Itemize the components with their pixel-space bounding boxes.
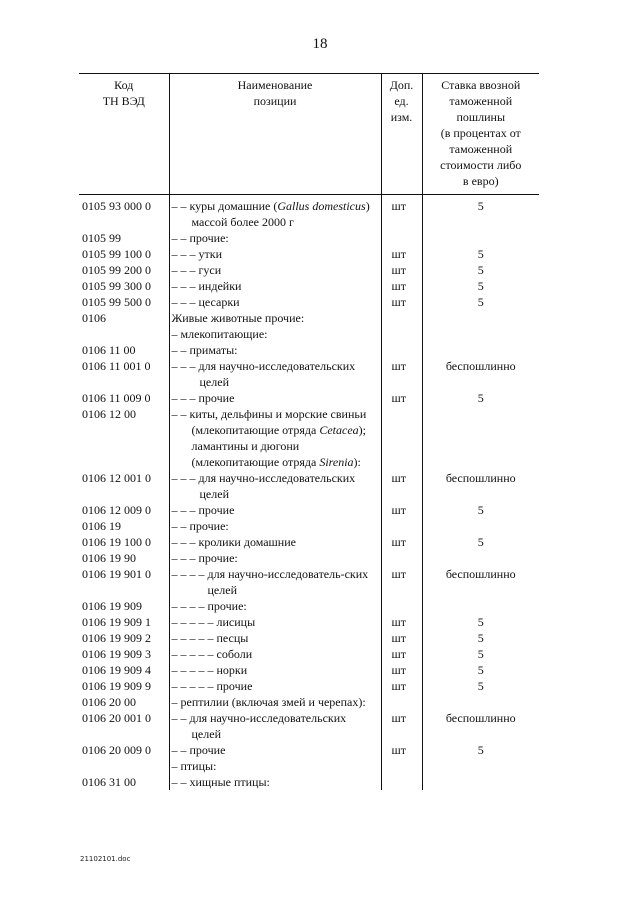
table-row [79,195,539,231]
row-name [169,230,381,246]
table-row [79,694,539,710]
row-rate [422,758,539,774]
row-dashes: – – – [171,263,196,277]
row-rate: 5 [422,630,539,646]
row-dashes: – – [171,711,187,725]
row-rate [422,774,539,790]
row-unit [381,230,422,246]
row-name-text: птицы: [180,759,217,773]
row-name [169,710,381,742]
table-row [79,278,539,294]
row-unit: шт [381,358,422,390]
table-row [79,598,539,614]
table-body [79,195,539,791]
row-code: 0106 12 00 [82,407,136,421]
row-code: 0106 19 909 3 [82,647,151,661]
table-row [79,678,539,694]
row-name [169,502,381,518]
row-dashes: – – – – – [171,631,214,645]
row-name-text: приматы: [189,343,238,357]
row-code: 0106 19 901 0 [82,567,151,581]
row-name [169,598,381,614]
row-dashes: – – [171,407,187,421]
header-rate: Ставка ввозной таможенной пошлины (в процентах от таможенной стоимости либо в евро) [422,74,539,195]
row-code: 0106 19 90 [82,551,136,565]
table-header-row [79,74,539,195]
table-row [79,246,539,262]
row-unit [381,758,422,774]
row-dashes: – – [171,199,187,213]
row-unit [381,598,422,614]
row-unit [381,310,422,326]
row-dashes: – – – [171,295,196,309]
row-rate [422,550,539,566]
row-name-text: прочие [198,391,235,405]
row-name [169,742,381,758]
tariff-table [79,73,539,790]
row-unit [381,342,422,358]
row-rate: 5 [422,262,539,278]
row-name-text: для научно-исследователь-ских целей [207,567,369,597]
row-name [169,550,381,566]
row-dashes: – – – – – [171,647,214,661]
row-code [79,326,169,342]
row-name [169,518,381,534]
row-name-text: киты, дельфины и морские свиньи (млекопитающие отряда Cetacea); ламантины и дюгони (млекопитающие отряда Sirenia): [189,407,367,469]
row-rate [422,230,539,246]
row-rate [422,310,539,326]
row-name-text: утки [198,247,222,261]
row-name [169,630,381,646]
row-name [169,694,381,710]
table-row [79,262,539,278]
row-unit: шт [381,470,422,502]
table-row [79,294,539,310]
row-name [169,646,381,662]
row-rate: беспошлинно [422,710,539,742]
row-name [169,195,381,231]
row-dashes: – – [171,231,187,245]
row-dashes: – – – [171,535,196,549]
row-rate [422,518,539,534]
row-name-text: прочие [198,503,235,517]
table-row [79,630,539,646]
row-name-text: соболи [216,647,253,661]
row-code: 0106 20 00 [82,695,136,709]
row-name [169,262,381,278]
row-unit [381,518,422,534]
table-row [79,342,539,358]
row-rate: 5 [422,502,539,518]
header-code: Код ТН ВЭД [79,74,169,195]
row-code: 0106 [82,311,106,325]
row-code: 0106 19 100 0 [82,535,151,549]
row-name-text: кролики домашние [198,535,296,549]
row-unit: шт [381,390,422,406]
row-unit: шт [381,646,422,662]
row-dashes: – – – – – [171,679,214,693]
table-row [79,646,539,662]
row-code: 0106 11 009 0 [82,391,151,405]
row-name-text: прочие [216,679,253,693]
table-row [79,774,539,790]
row-code: 0105 99 500 0 [82,295,151,309]
row-name-text: для научно-исследовательских целей [189,711,347,741]
row-dashes: – – – [171,391,196,405]
row-name-text: куры домашние (Gallus domesticus) массой более 2000 г [189,199,370,229]
row-name [169,774,381,790]
row-code: 0106 31 00 [82,775,136,789]
row-dashes: – – – [171,471,196,485]
table-row [79,326,539,342]
row-name-text: прочие [189,743,226,757]
table-row [79,710,539,742]
row-dashes: – – [171,519,187,533]
row-rate: 5 [422,742,539,758]
row-code: 0106 19 [82,519,121,533]
row-rate: 5 [422,294,539,310]
row-rate [422,342,539,358]
table-row [79,550,539,566]
row-name [169,342,381,358]
row-name [169,294,381,310]
row-code: 0106 11 00 [82,343,136,357]
row-code: 0106 12 001 0 [82,471,151,485]
row-code: 0106 20 001 0 [82,711,151,725]
row-unit: шт [381,246,422,262]
row-dashes: – – – [171,279,196,293]
row-unit [381,406,422,470]
row-dashes: – [171,327,178,341]
row-unit: шт [381,630,422,646]
row-name [169,358,381,390]
row-rate: 5 [422,390,539,406]
header-unit: Доп. ед. изм. [381,74,422,195]
row-rate: 5 [422,646,539,662]
row-unit: шт [381,614,422,630]
row-name-text: прочие: [189,231,229,245]
row-rate: беспошлинно [422,470,539,502]
row-name-text: песцы [216,631,249,645]
row-dashes: – [171,695,178,709]
row-name [169,278,381,294]
row-rate: беспошлинно [422,358,539,390]
page-number: 18 [312,36,328,52]
row-name [169,662,381,678]
row-name [169,566,381,598]
row-rate: 5 [422,195,539,231]
row-code: 0106 12 009 0 [82,503,151,517]
row-name-text: для научно-исследовательских целей [198,471,356,501]
row-code: 0106 19 909 1 [82,615,151,629]
row-name-text: норки [216,663,248,677]
table-row [79,358,539,390]
row-dashes: – – – [171,359,196,373]
row-unit: шт [381,710,422,742]
table-row [79,614,539,630]
row-name-text: гуси [198,263,222,277]
table-row [79,470,539,502]
row-rate [422,598,539,614]
row-name-text: хищные птицы: [189,775,270,789]
row-code [79,758,169,774]
row-rate [422,326,539,342]
row-rate: 5 [422,246,539,262]
table-row [79,406,539,470]
table-row [79,566,539,598]
row-name [169,678,381,694]
row-unit [381,550,422,566]
row-unit: шт [381,678,422,694]
table-row [79,758,539,774]
row-rate [422,406,539,470]
row-rate: 5 [422,278,539,294]
row-dashes: – – – [171,247,196,261]
row-rate: 5 [422,662,539,678]
row-unit: шт [381,278,422,294]
row-name-text: Живые животные прочие: [171,311,305,325]
table-row [79,742,539,758]
row-name-text: цесарки [198,295,240,309]
row-unit: шт [381,742,422,758]
row-code: 0105 99 300 0 [82,279,151,293]
row-dashes: – [171,759,178,773]
row-rate: 5 [422,614,539,630]
row-unit: шт [381,566,422,598]
row-rate: 5 [422,534,539,550]
row-name [169,246,381,262]
table-row [79,310,539,326]
row-dashes: – – – [171,503,196,517]
table-row [79,534,539,550]
table-row [79,390,539,406]
row-unit [381,774,422,790]
row-unit [381,326,422,342]
row-name-text: млекопитающие: [180,327,268,341]
row-dashes: – – – – [171,567,205,581]
row-name [169,326,381,342]
row-name [169,470,381,502]
row-dashes: – – – [171,551,196,565]
row-rate: 5 [422,678,539,694]
row-code: 0106 11 001 0 [82,359,151,373]
row-name-text: для научно-исследовательских целей [198,359,356,389]
row-rate [422,694,539,710]
file-name-footer: 21102101.doc [80,855,131,863]
row-code: 0106 19 909 [82,599,142,613]
row-code: 0105 99 200 0 [82,263,151,277]
row-code: 0106 20 009 0 [82,743,151,757]
row-unit: шт [381,294,422,310]
table-row [79,662,539,678]
row-name [169,534,381,550]
row-name-text: прочие: [207,599,247,613]
row-unit: шт [381,662,422,678]
row-unit: шт [381,195,422,231]
row-unit: шт [381,534,422,550]
row-rate: беспошлинно [422,566,539,598]
row-unit [381,694,422,710]
row-unit: шт [381,262,422,278]
row-code: 0106 19 909 9 [82,679,151,693]
row-code: 0106 19 909 2 [82,631,151,645]
row-name [169,406,381,470]
table-row [79,502,539,518]
row-name-text: лисицы [216,615,256,629]
row-name-text: прочие: [189,519,229,533]
row-code: 0106 19 909 4 [82,663,151,677]
row-unit: шт [381,502,422,518]
row-name [169,758,381,774]
row-name-text: прочие: [198,551,238,565]
row-code: 0105 93 000 0 [82,199,151,213]
row-name-text: индейки [198,279,242,293]
table-row [79,518,539,534]
row-dashes: – – [171,775,187,789]
row-dashes: – – [171,743,187,757]
row-name [169,390,381,406]
row-dashes: – – – – – [171,615,214,629]
row-code: 0105 99 100 0 [82,247,151,261]
table-row [79,230,539,246]
header-name: Наименование позиции [169,74,381,195]
row-dashes: – – – – – [171,663,214,677]
row-name [169,614,381,630]
row-name [169,310,381,326]
row-dashes: – – – – [171,599,205,613]
row-dashes: – – [171,343,187,357]
row-code: 0105 99 [82,231,121,245]
row-name-text: рептилии (включая змей и черепах): [180,695,366,709]
